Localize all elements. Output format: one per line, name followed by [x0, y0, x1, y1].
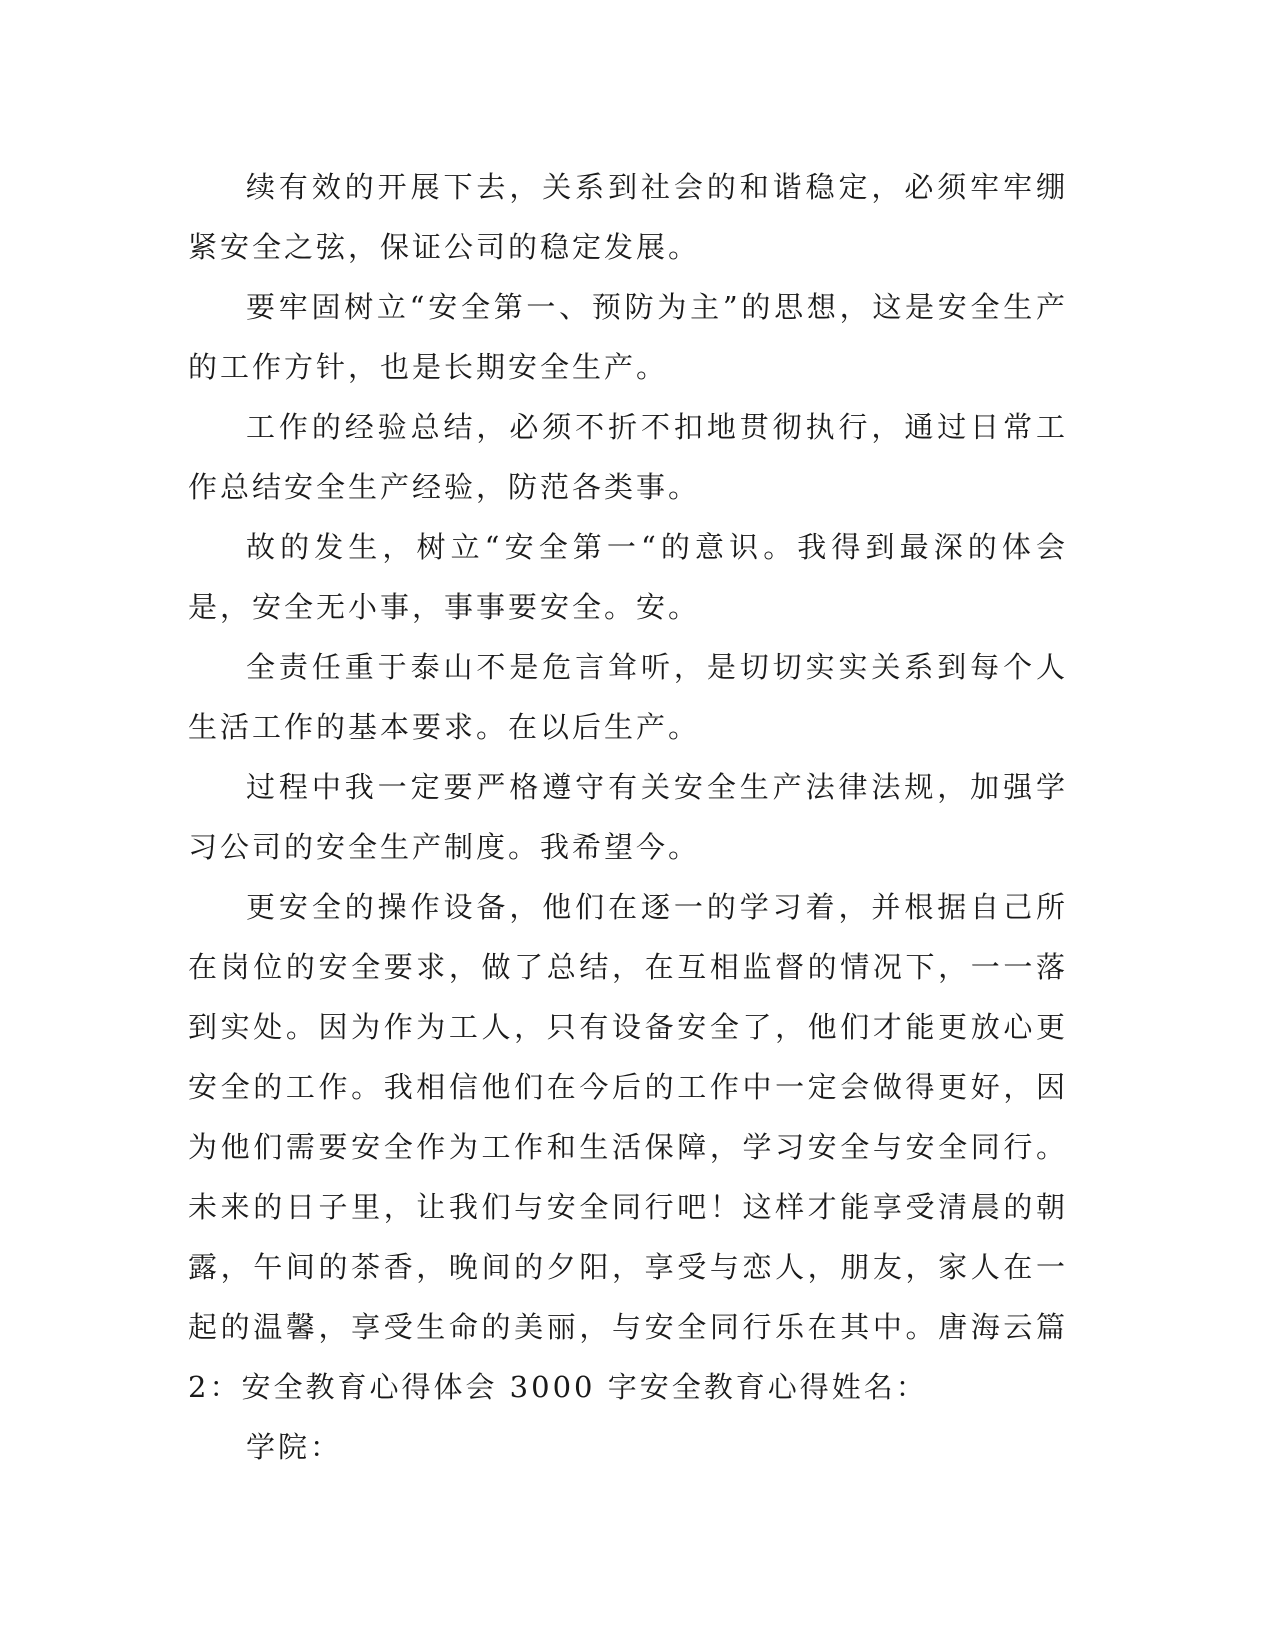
paragraph: 要牢固树立“安全第一、预防为主”的思想，这是安全生产的工作方针，也是长期安全生产。 [188, 290, 1068, 384]
paragraph: 过程中我一定要严格遵守有关安全生产法律法规，加强学习公司的安全生产制度。我希望今。 [188, 770, 1068, 864]
paragraph: 学院： [246, 1430, 343, 1464]
document-body [188, 157, 1068, 1477]
paragraph: 续有效的开展下去，关系到社会的和谐稳定，必须牢牢绷紧安全之弦，保证公司的稳定发展。 [188, 170, 1068, 264]
paragraph: 故的发生，树立“安全第一“的意识。我得到最深的体会是，安全无小事，事事要安全。安。 [188, 530, 1068, 624]
paragraph: 工作的经验总结，必须不折不扣地贯彻执行，通过日常工作总结安全生产经验，防范各类事。 [188, 410, 1068, 504]
paragraph: 全责任重于泰山不是危言耸听，是切切实实关系到每个人生活工作的基本要求。在以后生产。 [188, 650, 1068, 744]
paragraph: 更安全的操作设备，他们在逐一的学习着，并根据自己所在岗位的安全要求，做了总结，在互相监督的情况下，一一落到实处。因为作为工人，只有设备安全了，他们才能更放心更安全的工作。我相信他们在今后的工作中一定会做得更好，因为他们需要安全作为工作和生活保障，学习安全与安全同行。未来的日子里，让我们与安全同行吧！这样才能享受清晨的朝露，午间的茶香，晚间的夕阳，享受与恋人，朋友，家人在一起的温馨，享受生命的美丽，与安全同行乐在其中。唐海云篇 2：安全教育心得体会 3000 字安全教育心得姓名： [188, 890, 1068, 1404]
